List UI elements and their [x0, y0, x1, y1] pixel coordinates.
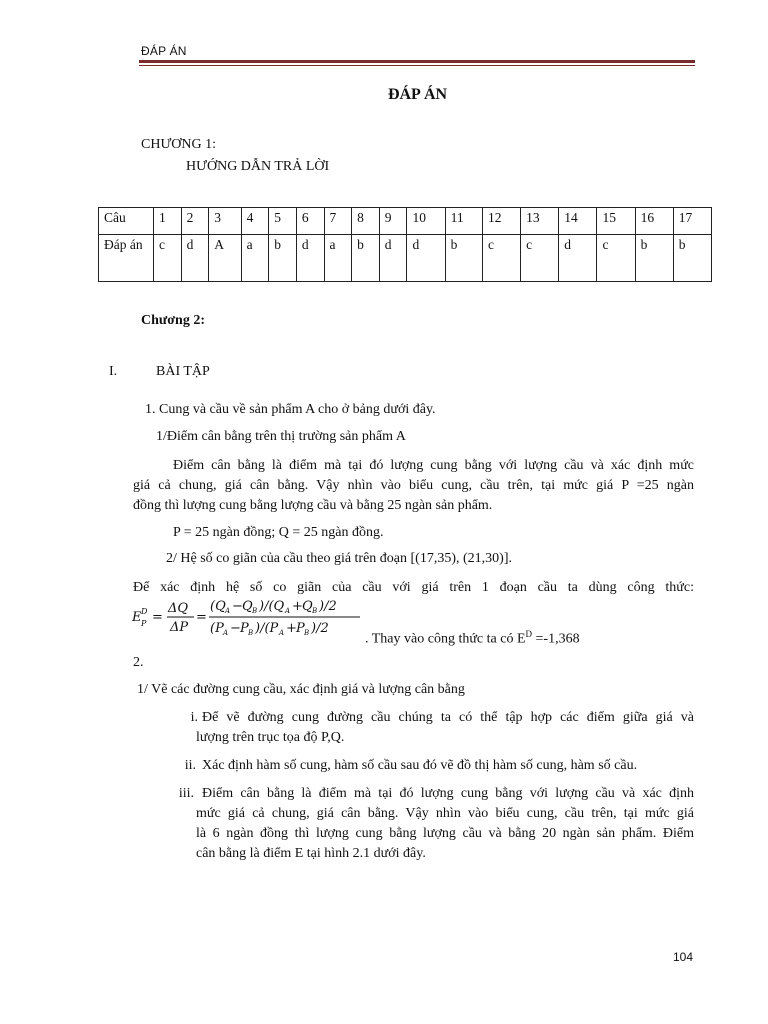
- svg-text:−: −: [230, 621, 241, 636]
- svg-text:B: B: [304, 629, 310, 637]
- svg-text:(P: (P: [210, 621, 224, 636]
- answer-cell: d: [296, 235, 324, 282]
- svg-text:+: +: [292, 599, 303, 614]
- step-line: lượng trên trục tọa độ P,Q.: [196, 730, 345, 745]
- svg-text:Q: Q: [242, 599, 253, 614]
- step-number: i.: [190, 710, 198, 725]
- question-cell: 17: [673, 208, 711, 235]
- chapter1-subheading: HƯỚNG DẪN TRẢ LỜI: [186, 159, 330, 174]
- step-number: ii.: [184, 758, 196, 773]
- question-cell: 8: [352, 208, 380, 235]
- header-rule: [139, 60, 695, 63]
- item-2: 2.: [133, 655, 144, 670]
- svg-text:)/2: )/2: [319, 599, 337, 614]
- question-cell: 14: [559, 208, 597, 235]
- question-cell: 6: [296, 208, 324, 235]
- svg-text:)/(P: )/(P: [255, 621, 279, 636]
- answer-cell: d: [559, 235, 597, 282]
- item-1-2: 2/ Hệ số co giãn của cầu theo giá trên đoạn [(17,35), (21,30)].: [166, 551, 512, 566]
- row-label-answer: Đáp án: [99, 235, 154, 282]
- svg-text:E: E: [132, 610, 142, 625]
- question-cell: 4: [241, 208, 269, 235]
- answer-cell: c: [597, 235, 635, 282]
- page-number: 104: [673, 950, 694, 964]
- question-cell: 5: [269, 208, 297, 235]
- question-row: [99, 208, 712, 235]
- svg-text:−: −: [232, 599, 243, 614]
- answer-cell: b: [269, 235, 297, 282]
- formula-superscript: D: [525, 629, 533, 639]
- svg-text:(Q: (Q: [210, 599, 226, 614]
- equilibrium-values: P = 25 ngàn đồng; Q = 25 ngàn đồng.: [173, 525, 384, 540]
- answer-cell: b: [673, 235, 711, 282]
- section-title: BÀI TẬP: [156, 364, 210, 379]
- formula-result: [365, 624, 580, 650]
- svg-text:P: P: [141, 619, 147, 628]
- answer-cell: d: [379, 235, 407, 282]
- chapter2-heading: Chương 2:: [141, 313, 205, 328]
- svg-text:)/2: )/2: [311, 621, 329, 636]
- question-cell: 16: [635, 208, 673, 235]
- step-line: Xác định hàm số cung, hàm số cầu sau đó vẽ đồ thị hàm số cung, hàm số cầu.: [202, 758, 638, 773]
- svg-text:B: B: [252, 607, 258, 615]
- step-line: Điểm cân bằng là điểm mà tại đó lượng cung bằng với lượng cầu và xác định: [202, 786, 694, 801]
- question-cell: 10: [407, 208, 445, 235]
- paragraph-line: Điểm cân bằng là điểm mà tại đó lượng cung bằng với lượng cầu và xác định mức: [173, 458, 694, 473]
- step-line: Để vẽ đường cung đường cầu chúng ta có thể tập hợp các điểm giữa giá và: [202, 710, 694, 725]
- svg-text:B: B: [248, 629, 254, 637]
- formula-tail: . Thay vào công thức ta có E: [365, 631, 526, 647]
- running-header: ĐÁP ÁN: [141, 44, 187, 58]
- header-rule-thin: [139, 65, 695, 66]
- answer-cell: a: [241, 235, 269, 282]
- svg-text:ΔP: ΔP: [170, 620, 189, 635]
- svg-text:A: A: [223, 629, 229, 637]
- answer-cell: b: [445, 235, 482, 282]
- svg-text:B: B: [312, 607, 318, 615]
- answer-cell: d: [407, 235, 445, 282]
- svg-text:P: P: [296, 621, 305, 636]
- chapter1-heading: CHƯƠNG 1:: [141, 137, 217, 152]
- formula-value: =-1,368: [532, 631, 580, 647]
- answer-cell: c: [482, 235, 520, 282]
- answer-cell: A: [209, 235, 241, 282]
- answer-cell: c: [521, 235, 559, 282]
- item-1-1: 1/Điểm cân bằng trên thị trường sản phẩm A: [156, 429, 406, 444]
- answer-cell: b: [352, 235, 380, 282]
- step-line: mức giá cả chung, giá cân bằng. Vậy nhìn vào biểu cung, cầu trên, tại mức giá: [196, 806, 694, 821]
- step-line: cân bằng là điểm E tại hình 2.1 dưới đây.: [196, 846, 426, 861]
- question-cell: 12: [482, 208, 520, 235]
- step-line: là 6 ngàn đồng thì lượng cung bằng lượng cầu và bằng 20 ngàn sản phẩm. Điểm: [196, 826, 694, 841]
- answer-cell: a: [324, 235, 352, 282]
- paragraph-line: giá cả chung, giá cân bằng. Vậy nhìn vào biểu cung, cầu trên, tại mức giá P =25 ngàn: [133, 478, 694, 493]
- svg-text:A: A: [225, 607, 231, 615]
- question-cell: 1: [154, 208, 182, 235]
- section-number: I.: [109, 364, 118, 379]
- answer-table: [98, 207, 712, 282]
- svg-text:A: A: [285, 607, 291, 615]
- svg-text:=: =: [152, 610, 163, 625]
- formula-intro: Để xác định hệ số co giãn của cầu với giá trên 1 đoạn cầu ta dùng công thức:: [133, 580, 694, 595]
- step-number: iii.: [178, 786, 194, 801]
- svg-text:Q: Q: [302, 599, 313, 614]
- svg-text:A: A: [279, 629, 285, 637]
- question-cell: 15: [597, 208, 635, 235]
- question-cell: 13: [521, 208, 559, 235]
- svg-text:+: +: [286, 621, 297, 636]
- svg-text:P: P: [240, 621, 249, 636]
- question-cell: 3: [209, 208, 241, 235]
- question-cell: 9: [379, 208, 407, 235]
- question-cell: 7: [324, 208, 352, 235]
- svg-text:)/(Q: )/(Q: [259, 599, 285, 614]
- row-label-question: Câu: [99, 208, 154, 235]
- item-1: 1. Cung và cầu về sản phẩm A cho ở bảng dưới đây.: [145, 402, 436, 417]
- answer-row: [99, 235, 712, 282]
- svg-text:=: =: [196, 610, 207, 625]
- paragraph-line: đồng thì lượng cung bằng lượng cầu và bằng 25 ngàn sản phẩm.: [133, 498, 493, 513]
- page-title: ĐÁP ÁN: [387, 86, 448, 103]
- question-cell: 11: [445, 208, 482, 235]
- answer-cell: c: [154, 235, 182, 282]
- question-cell: 2: [181, 208, 209, 235]
- answer-cell: d: [181, 235, 209, 282]
- item-2-1: 1/ Vẽ các đường cung cầu, xác định giá và lượng cân bằng: [137, 682, 465, 697]
- svg-text:ΔQ: ΔQ: [168, 601, 189, 616]
- answer-cell: b: [635, 235, 673, 282]
- svg-text:D: D: [141, 607, 148, 616]
